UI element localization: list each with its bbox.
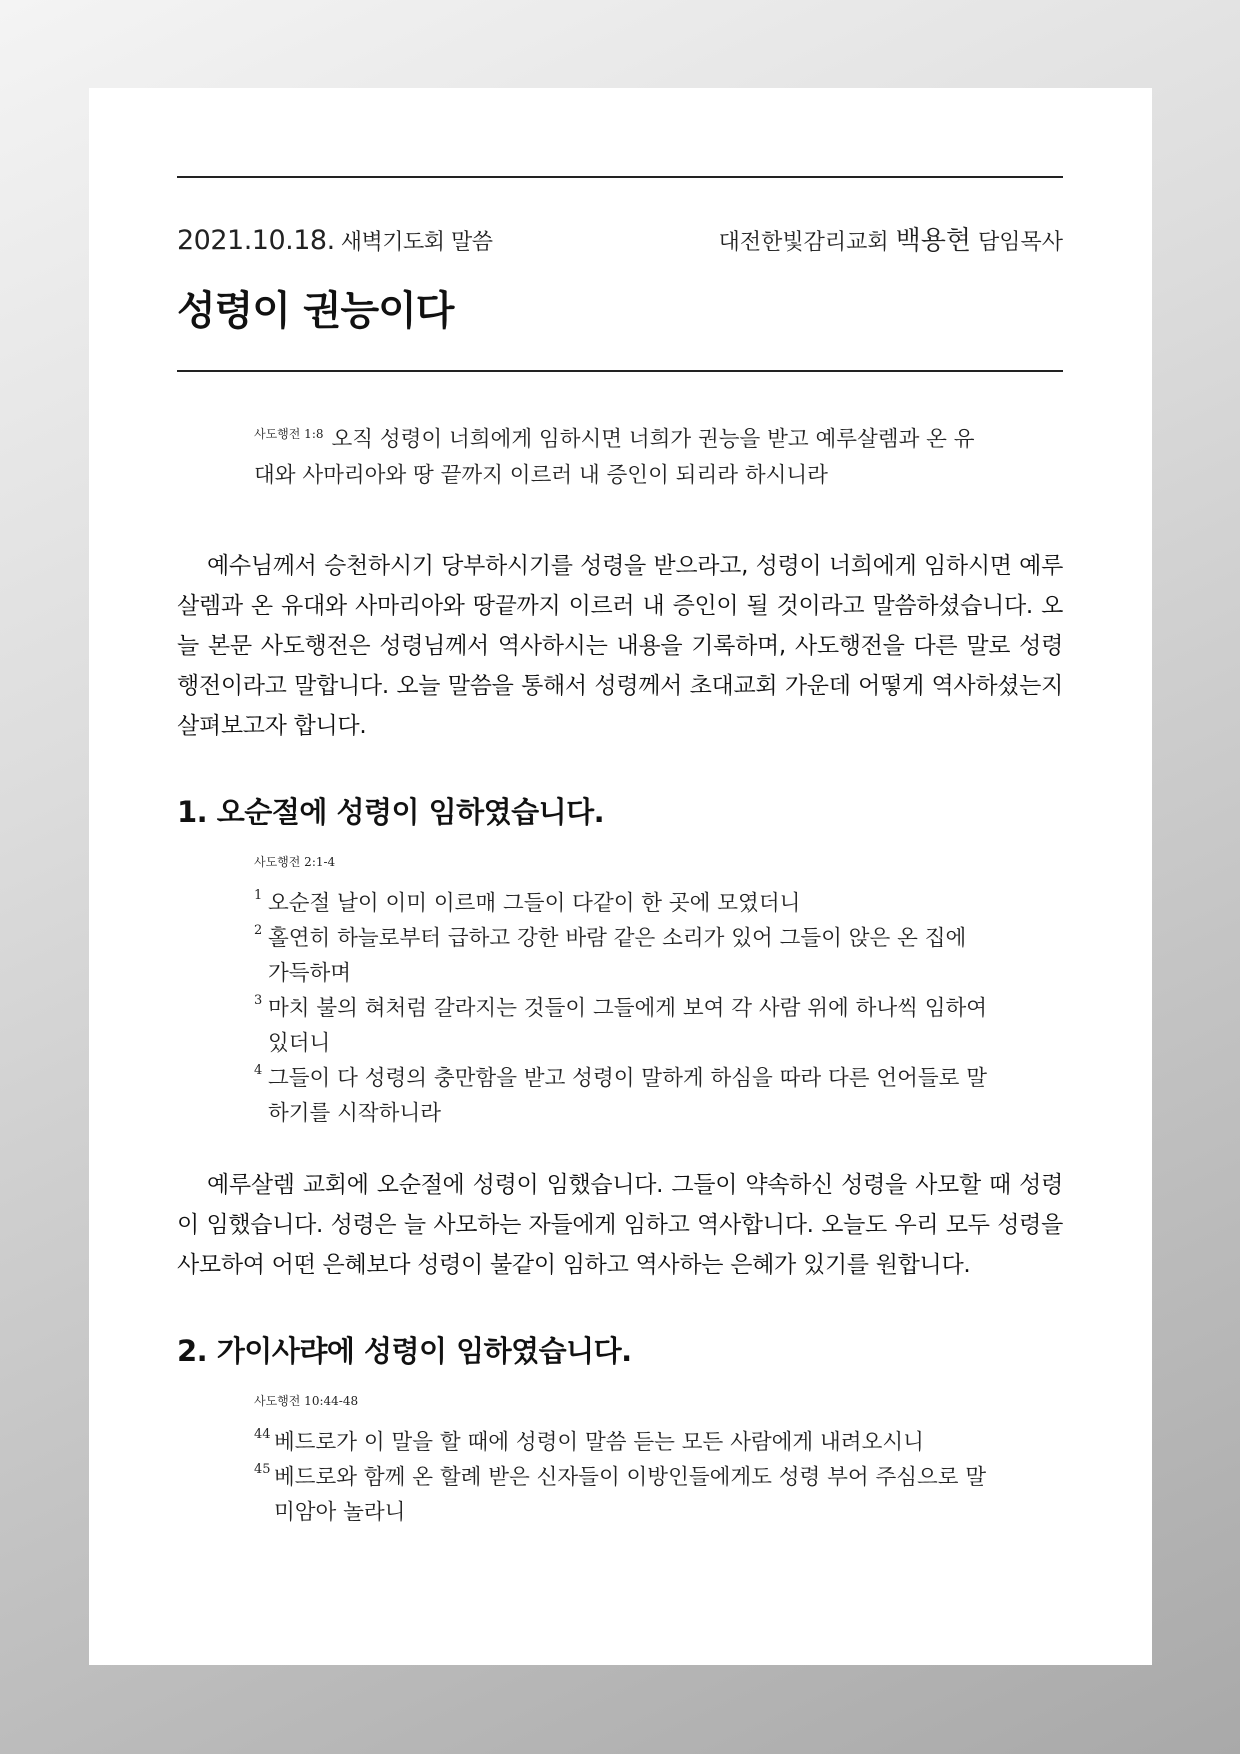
title-rule	[177, 370, 1063, 372]
key-verse-text: 오직 성령이 너희에게 임하시면 너희가 권능을 받고 예루살렘과 온 유대와 사마리아와 땅 끝까지 이르러 내 증인이 되리라 하시니라	[254, 427, 975, 488]
verse	[254, 1061, 989, 1131]
verse-number: 1	[254, 888, 263, 903]
verse	[254, 921, 989, 991]
section-1-heading: 1. 오순절에 성령이 임하였습니다.	[177, 795, 605, 829]
section-2-verse-list	[254, 1425, 989, 1530]
key-verse-reference: 사도행전 1:8	[254, 427, 324, 441]
verse-text: 오순절 날이 이미 이르매 그들이 다같이 한 곳에 모였더니	[268, 891, 801, 916]
header-date-line	[177, 225, 492, 256]
verse-text: 베드로가 이 말을 할 때에 성령이 말씀 듣는 모든 사람에게 내려오시니	[274, 1430, 924, 1455]
service-date: 2021.10.18.	[177, 225, 335, 256]
document-page	[89, 88, 1152, 1665]
document-content	[177, 176, 1063, 1530]
verse-number: 44	[254, 1427, 271, 1442]
header-church-line	[719, 220, 1063, 257]
section-1-paragraph: 예루살렘 교회에 오순절에 성령이 임했습니다. 그들이 약속하신 성령을 사모할 때 성령이 임했습니다. 성령은 늘 사모하는 자들에게 임하고 역사합니다. 오늘도 우리 모두 성령을 사모하여 어떤 은혜보다 성령이 불같이 임하고 역사하는 은혜가 있기를 원합니다.	[177, 1172, 1063, 1278]
church-name: 대전한빛감리교회	[718, 230, 889, 255]
intro-paragraph: 예수님께서 승천하시기 당부하시기를 성령을 받으라고, 성령이 너희에게 임하시면 예루살렘과 온 유대와 사마리아와 땅끝까지 이르러 내 증인이 될 것이라고 말씀하셨습니다. 오늘 본문 사도행전은 성령님께서 역사하시는 내용을 기록하며, 사도행전을 다른 말로 성령행전이라고 말합니다. 오늘 말씀을 통해서 성령께서 초대교회 가운데 어떻게 역사하셨는지 살펴보고자 합니다.	[177, 553, 1063, 739]
verse	[254, 1425, 989, 1460]
section-2-reference: 사도행전 10:44-48	[254, 1394, 359, 1408]
key-verse	[254, 416, 989, 494]
top-rule	[177, 176, 1063, 178]
header	[177, 220, 1063, 257]
section-2-scripture	[254, 1392, 989, 1530]
verse-text: 베드로와 함께 온 할례 받은 신자들이 이방인들에게도 성령 부어 주심으로 말미암아 놀라니	[274, 1465, 987, 1525]
section-1-verse-list	[254, 886, 989, 1131]
section-1-reference: 사도행전 2:1-4	[254, 855, 336, 869]
service-name: 새벽기도회 말씀	[340, 230, 493, 255]
verse-text: 홀연히 하늘로부터 급하고 강한 바람 같은 소리가 있어 그들이 앉은 온 집에 가득하며	[268, 926, 967, 986]
verse-number: 3	[254, 993, 263, 1008]
section-2-heading: 2. 가이사랴에 성령이 임하였습니다.	[177, 1334, 632, 1368]
verse	[254, 886, 989, 921]
pastor-title: 담임목사	[977, 230, 1063, 255]
sermon-title: 성령이 권능이다	[177, 288, 454, 334]
verse-text: 마치 불의 혀처럼 갈라지는 것들이 그들에게 보여 각 사람 위에 하나씩 임하여 있더니	[268, 996, 988, 1056]
verse	[254, 991, 989, 1061]
verse-text: 그들이 다 성령의 충만함을 받고 성령이 말하게 하심을 따라 다른 언어들로 말하기를 시작하니라	[268, 1066, 988, 1126]
verse-number: 4	[254, 1063, 263, 1078]
pastor-name: 백용현	[895, 226, 971, 256]
verse-number: 45	[254, 1462, 271, 1477]
section-1-scripture	[254, 853, 989, 1131]
verse	[254, 1460, 989, 1530]
verse-number: 2	[254, 923, 263, 938]
